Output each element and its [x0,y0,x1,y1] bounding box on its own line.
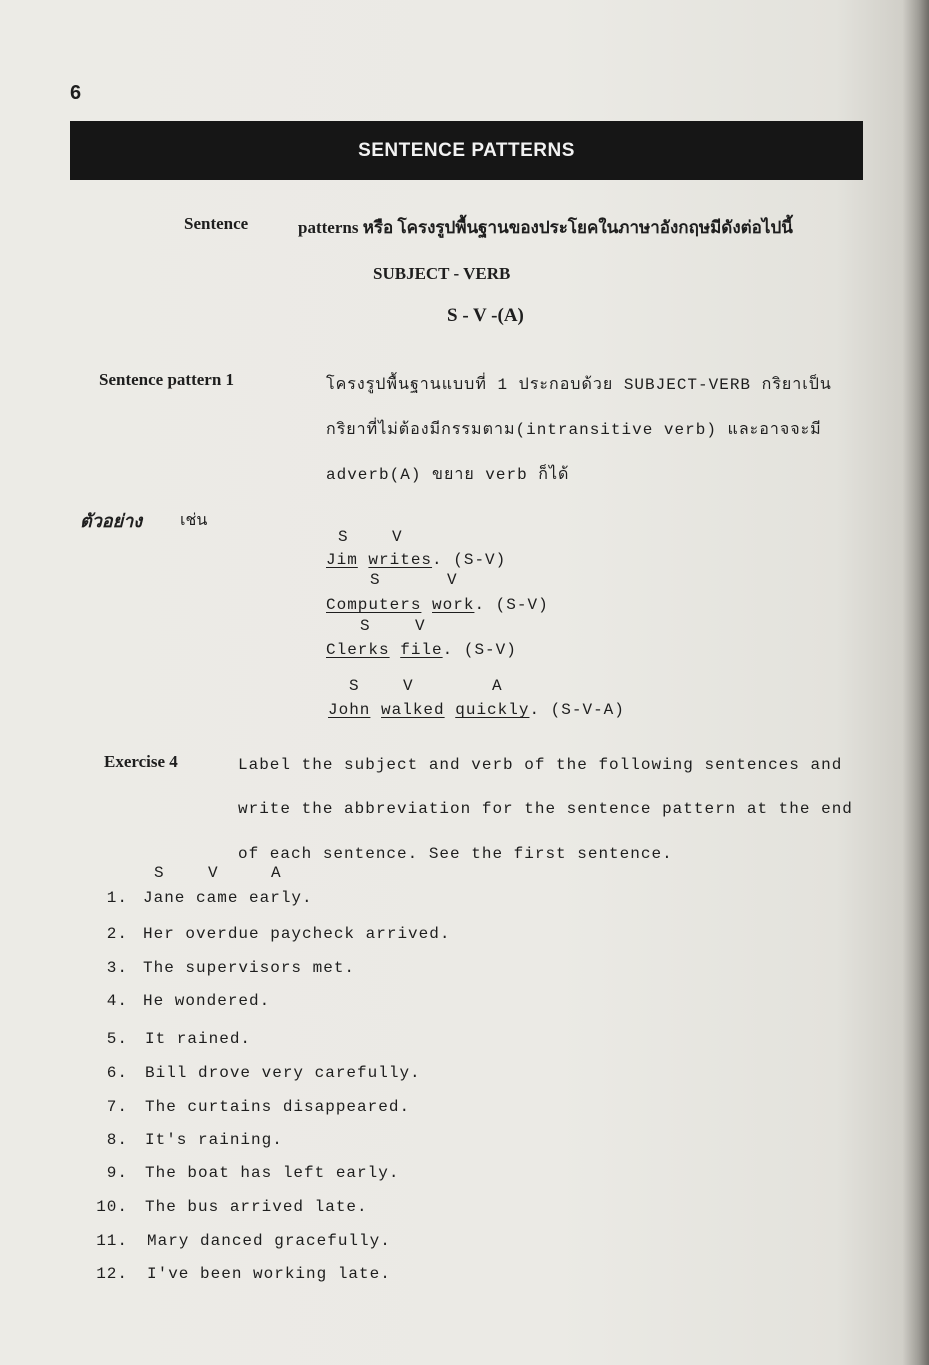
sentence-number: 8. [106,1131,128,1149]
example-2-verb: work [432,596,475,614]
example-3-mark-s: S [360,617,371,635]
example-2-sentence: Computers work. (S-V) [326,596,549,614]
pattern1-description-line3: adverb(A) ขยาย verb ก็ได้ [326,466,570,484]
intro-text: patterns หรือ โครงรูปพื้นฐานของประโยคในภาษาอังกฤษมีดังต่อไปนี้ [298,218,793,237]
sentence-number: 7. [106,1098,128,1116]
sentence-text: Bill drove very carefully. [145,1064,421,1082]
sentence-number: 3. [106,959,128,977]
sentence-number: 12. [96,1265,128,1283]
subject-verb-heading: SUBJECT - VERB [373,264,511,283]
exercise-4-label: Exercise 4 [104,752,178,771]
sentence-text: The bus arrived late. [145,1198,368,1216]
example-4-mark-v: V [403,677,414,695]
examples-label: ตัวอย่าง [80,511,143,531]
examples-label-2: เช่น [180,512,208,529]
sentence-number: 2. [106,925,128,943]
example-1-verb: writes [368,551,433,569]
sentence-text: The curtains disappeared. [145,1098,411,1116]
page-edge-shadow [903,0,929,1365]
example-4-sentence: John walked quickly. (S-V-A) [328,701,625,719]
sentence-text: The boat has left early. [145,1164,400,1182]
exercise-instruction-line2: write the abbreviation for the sentence pattern at the end [238,800,853,818]
first-sentence-mark-v: V [208,864,219,882]
pattern-formula: S - V -(A) [447,305,524,326]
intro-word-sentence: Sentence [184,214,249,233]
sentence-text: It's raining. [145,1131,283,1149]
example-2-mark-s: S [370,571,381,589]
example-2-pattern: (S-V) [495,596,549,614]
example-3-verb: file [400,641,443,659]
sentence-text: It rained. [145,1030,252,1048]
sentence-number: 1. [106,889,128,907]
example-2-mark-v: V [447,571,458,589]
sentence-number: 9. [106,1164,128,1182]
sentence-text: Jane came early. [143,889,313,907]
example-4-adverb: quickly [455,701,530,719]
first-sentence-mark-s: S [154,864,165,882]
sentence-text: I've been working late. [147,1265,391,1283]
example-1-sentence: Jim writes. (S-V) [326,551,507,569]
example-4-subject: John [328,701,371,719]
example-4-pattern: (S-V-A) [550,701,625,719]
example-4-mark-s: S [349,677,360,695]
sentence-text: Mary danced gracefully. [147,1232,391,1250]
example-4-mark-a: A [492,677,503,695]
example-3-mark-v: V [415,617,426,635]
pattern1-description-line2: กริยาที่ไม่ต้องมีกรรมตาม(intransitive verb) และอาจจะมี [326,421,822,439]
example-1-mark-s: S [338,528,349,546]
sentence-number: 6. [106,1064,128,1082]
sentence-number: 10. [96,1198,128,1216]
example-3-subject: Clerks [326,641,390,659]
page-number: 6 [70,82,82,104]
example-1-mark-v: V [392,528,403,546]
sentence-text: He wondered. [143,992,271,1010]
sentence-number: 5. [106,1030,128,1048]
sentence-text: The supervisors met. [143,959,356,977]
first-sentence-mark-a: A [271,864,282,882]
sentence-number: 11. [96,1232,128,1250]
pattern1-description-line1: โครงรูปพื้นฐานแบบที่ 1 ประกอบด้วย SUBJECT-VERB กริยาเป็น [326,376,832,394]
example-4-verb: walked [381,701,445,719]
sentence-text: Her overdue paycheck arrived. [143,925,451,943]
title-bar [70,121,863,180]
example-1-subject: Jim [326,551,358,569]
example-2-subject: Computers [326,596,422,614]
exercise-instruction-line3: of each sentence. See the first sentence. [238,845,673,863]
sentence-number: 4. [106,992,128,1010]
exercise-instruction-line1: Label the subject and verb of the following sentences and [238,756,843,774]
example-3-sentence: Clerks file. (S-V) [326,641,517,659]
example-1-pattern: (S-V) [453,551,507,569]
example-3-pattern: (S-V) [463,641,517,659]
sentence-pattern-1-label: Sentence pattern 1 [99,370,235,389]
page-title: SENTENCE PATTERNS [358,140,575,161]
